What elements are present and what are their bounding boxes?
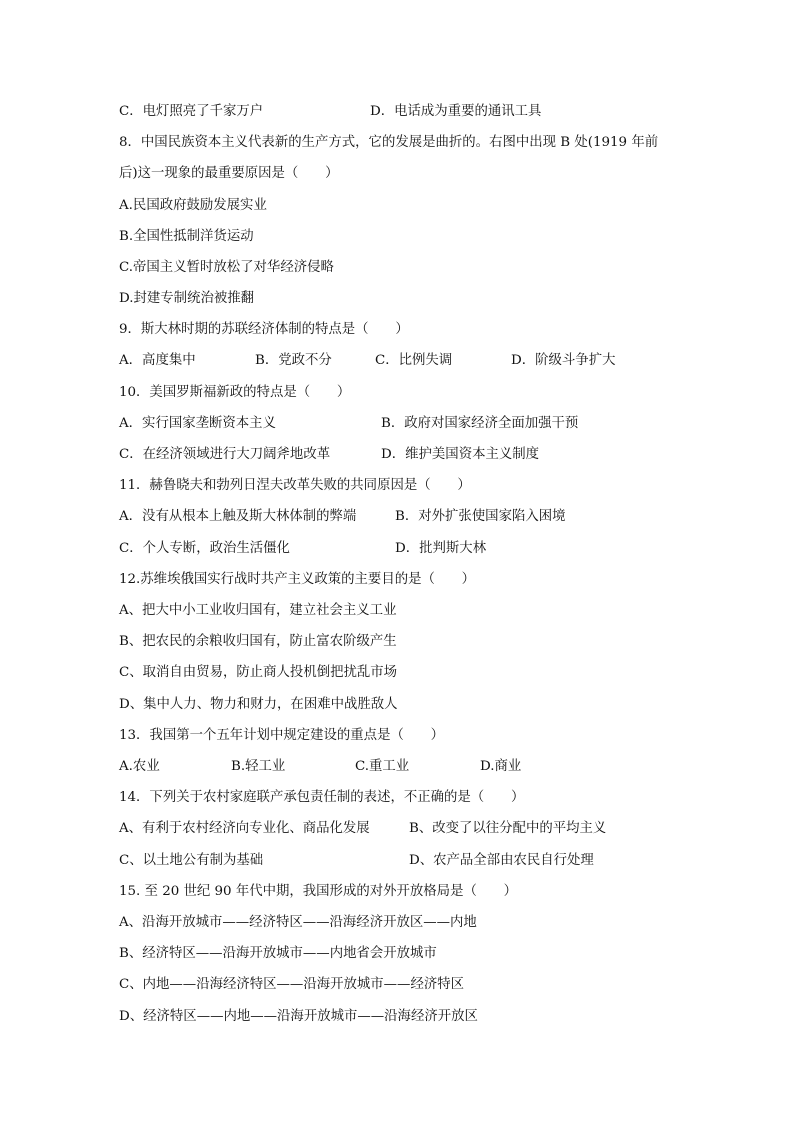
q11-option-a: A．没有从根本上触及斯大林体制的弊端: [119, 509, 357, 524]
q12-option-a: A、把大中小工业收归国有，建立社会主义工业: [119, 603, 397, 618]
q9-option-a: A．高度集中: [119, 353, 196, 368]
q11-option-b: B．对外扩张使国家陷入困境: [395, 509, 566, 524]
q15-option-d: D、经济特区——内地——沿海开放城市——沿海经济开放区: [119, 1009, 478, 1024]
q11-stem: 11．赫鲁晓夫和勃列日涅夫改革失败的共同原因是（ ）: [119, 478, 471, 493]
q15-option-a: A、沿海开放城市——经济特区——沿海经济开放区——内地: [119, 915, 477, 930]
q10-option-a: A．实行国家垄断资本主义: [119, 416, 276, 431]
q8-stem-line2: 后)这一现象的最重要原因是（ ）: [119, 166, 339, 181]
prev-option-c: C．电灯照亮了千家万户: [119, 104, 264, 119]
q14-option-a: A、有利于农村经济向专业化、商品化发展: [119, 821, 370, 836]
q13-option-b: B.轻工业: [231, 759, 286, 774]
q15-stem: 15. 至 20 世纪 90 年代中期，我国形成的对外开放格局是（ ）: [119, 884, 518, 899]
q12-option-d: D、集中人力、物力和财力，在困难中战胜敌人: [119, 697, 398, 712]
q15-option-b: B、经济特区——沿海开放城市——内地省会开放城市: [119, 946, 437, 961]
q8-stem-line1: 8．中国民族资本主义代表新的生产方式，它的发展是曲折的。右图中出现 B 处(1919 年前: [119, 135, 659, 150]
q13-option-a: A.农业: [119, 759, 160, 774]
q14-stem: 14．下列关于农村家庭联产承包责任制的表述，不正确的是（ ）: [119, 790, 525, 805]
q13-stem: 13．我国第一个五年计划中规定建设的重点是（ ）: [119, 728, 445, 743]
q15-option-c: C、内地——沿海经济特区——沿海开放城市——经济特区: [119, 977, 465, 992]
q10-option-d: D．维护美国资本主义制度: [381, 447, 540, 462]
q9-option-c: C．比例失调: [375, 353, 453, 368]
q12-option-c: C、取消自由贸易，防止商人投机倒把扰乱市场: [119, 665, 398, 680]
q9-option-b: B．党政不分: [255, 353, 332, 368]
q9-option-d: D．阶级斗争扩大: [511, 353, 616, 368]
q13-option-c: C.重工业: [355, 759, 410, 774]
q8-option-a: A.民国政府鼓励发展实业: [119, 198, 267, 213]
prev-option-d: D．电话成为重要的通讯工具: [370, 104, 542, 119]
q10-option-b: B．政府对国家经济全面加强干预: [381, 416, 579, 431]
q11-option-d: D．批判斯大林: [395, 541, 487, 556]
q8-option-b: B.全国性抵制洋货运动: [119, 229, 254, 244]
q14-option-c: C、以土地公有制为基础: [119, 853, 264, 868]
q10-option-c: C．在经济领域进行大刀阔斧地改革: [119, 447, 331, 462]
q10-stem: 10．美国罗斯福新政的特点是（ ）: [119, 385, 351, 400]
q11-option-c: C．个人专断，政治生活僵化: [119, 541, 290, 556]
q13-option-d: D.商业: [480, 759, 522, 774]
q12-stem: 12.苏维埃俄国实行战时共产主义政策的主要目的是（ ）: [119, 572, 476, 587]
q12-option-b: B、把农民的余粮收归国有，防止富农阶级产生: [119, 634, 397, 649]
q14-option-d: D、农产品全部由农民自行处理: [409, 853, 594, 868]
q9-stem: 9．斯大林时期的苏联经济体制的特点是（ ）: [119, 322, 409, 337]
q8-option-d: D.封建专制统治被推翻: [119, 291, 255, 306]
q14-option-b: B、改变了以往分配中的平均主义: [409, 821, 607, 836]
q8-option-c: C.帝国主义暂时放松了对华经济侵略: [119, 260, 334, 275]
